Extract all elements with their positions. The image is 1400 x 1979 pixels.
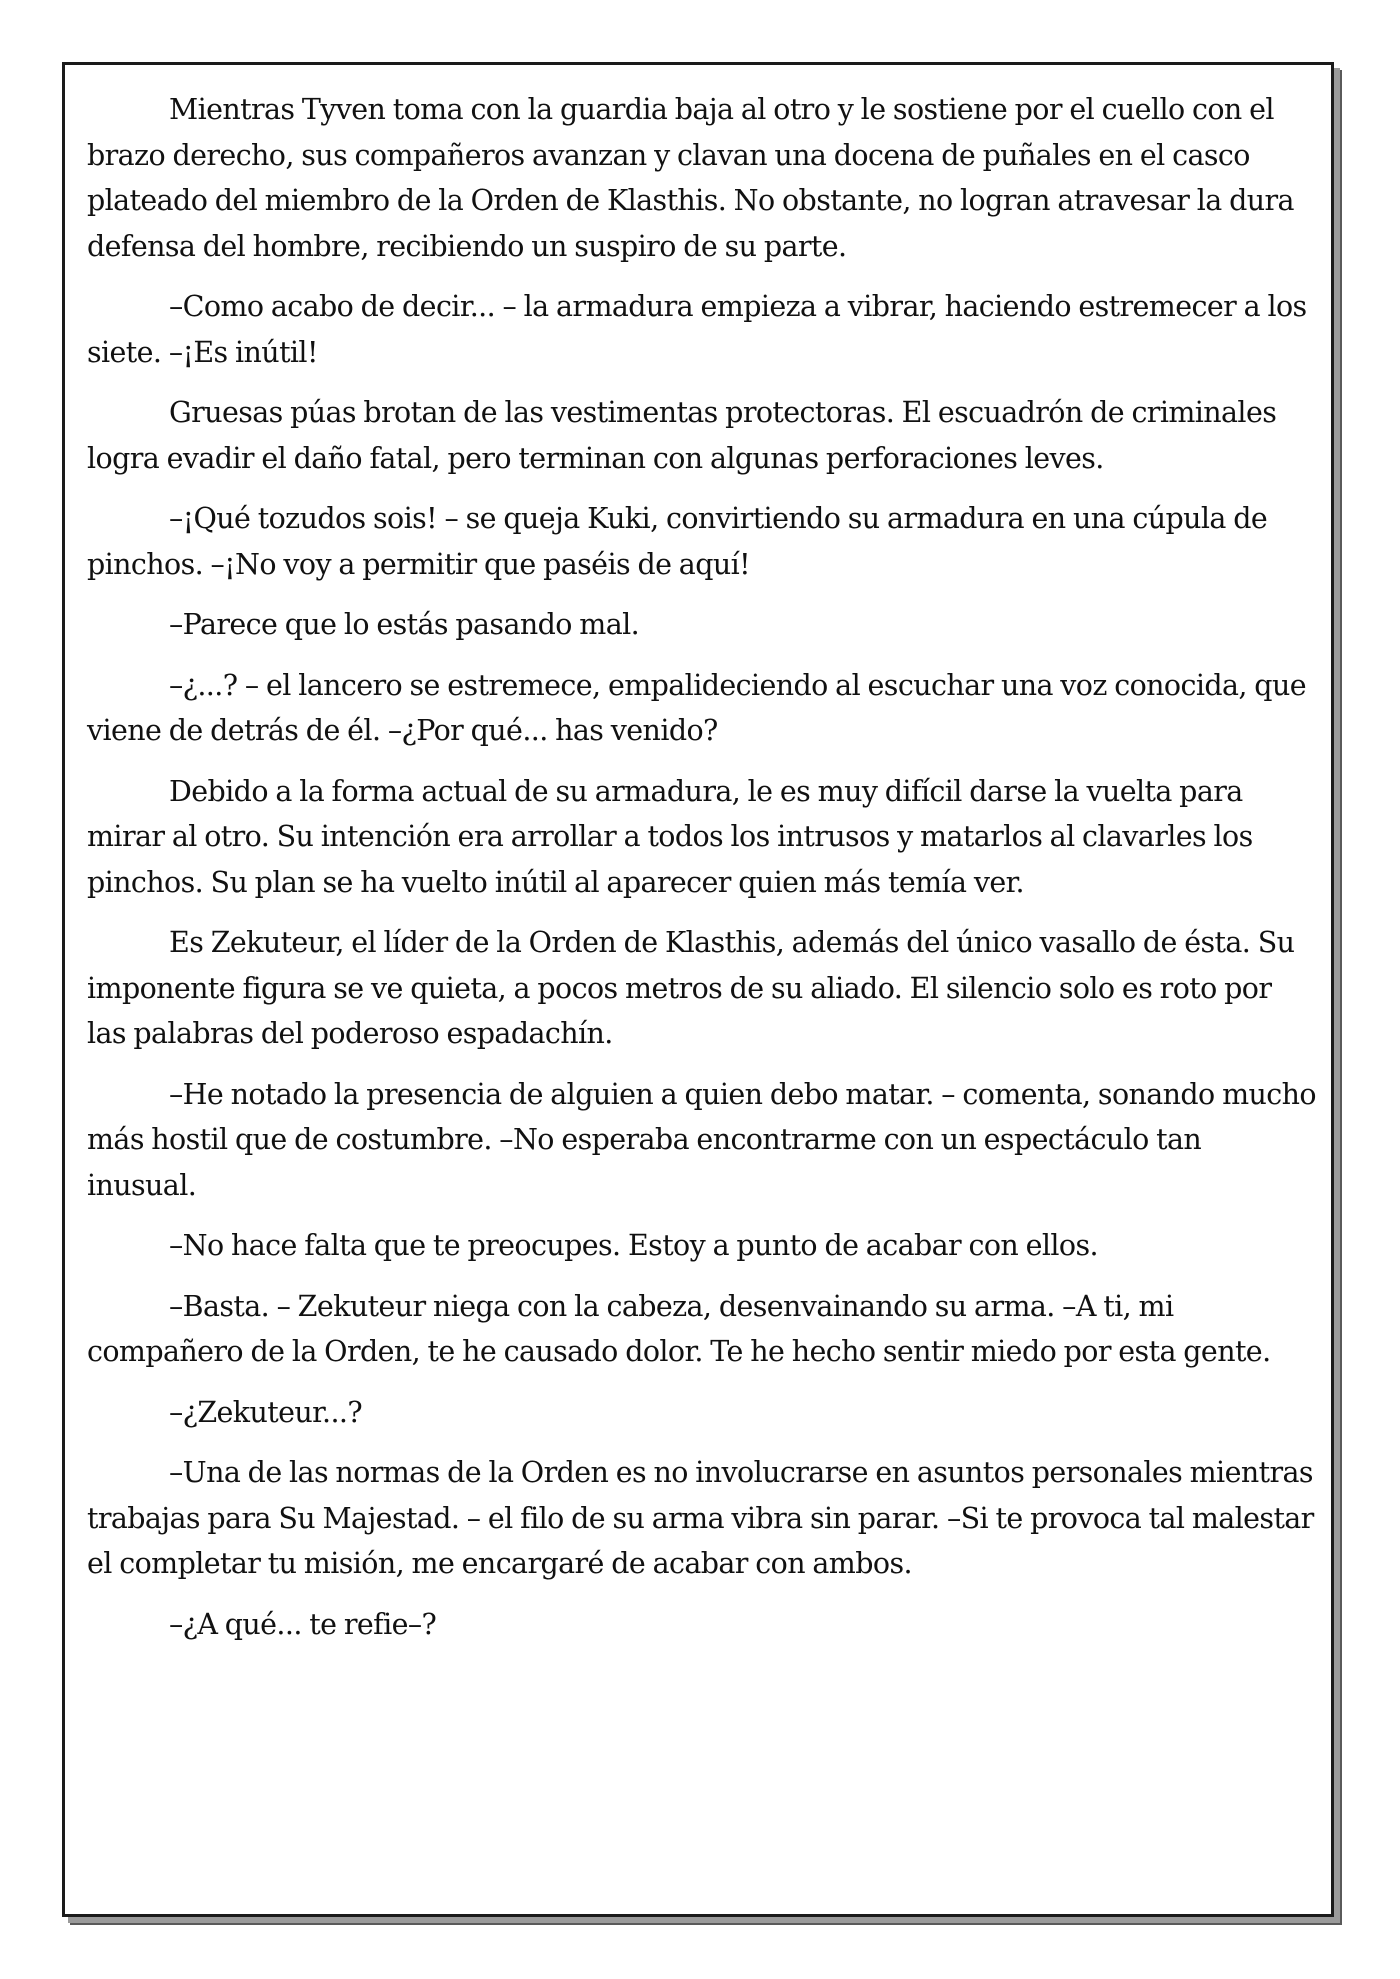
paragraph-1: Mientras Tyven toma con la guardia baja al otro y le sostiene por el cuello con el brazo derecho, sus compañeros avanzan y clavan una docena de puñales en el casco plateado del miembro de la Orden de Klasthis. No obstante, no logran atravesar la dura defensa del hombre, recibiendo un suspiro de su parte. [87,93,1294,263]
paragraph-9: –He notado la presencia de alguien a quien debo matar. – comenta, sonando mucho más hostil que de costumbre. –No esperaba encontrarme con un espectáculo tan inusual. [87,1077,1316,1202]
paragraph-7: Debido a la forma actual de su armadura, le es muy difícil darse la vuelta para mirar al otro. Su intención era arrollar a todos los intrusos y matarlos al clavarles los pinchos. Su plan se ha vuelto inútil al aparecer quien más temía ver. [87,774,1253,899]
paragraph-10: –No hace falta que te preocupes. Estoy a punto de acabar con ellos. [169,1229,1098,1262]
paragraph-13: –Una de las normas de la Orden es no involucrarse en asuntos personales mientras trabajas para Su Majestad. – el filo de su arma vibra sin parar. –Si te provoca tal malestar el completar tu misión, me encargaré de acabar con ambos. [87,1456,1314,1580]
paragraph-2: –Como acabo de decir... – la armadura empieza a vibrar, haciendo estremecer a los siete. –¡Es inútil! [87,290,1307,369]
page-frame [62,62,1334,1917]
paragraph-12: –¿Zekuteur...? [169,1395,363,1429]
paragraph-11: –Basta. – Zekuteur niega con la cabeza, desenvainando su arma. –A ti, mi compañero de la Orden, te he causado dolor. Te he hecho sentir miedo por esta gente. [87,1289,1271,1368]
paragraph-6: –¿...? – el lancero se estremece, empalideciendo al escuchar una voz conocida, que viene de detrás de él. –¿Por qué... has venido? [87,668,1306,747]
paragraph-3: Gruesas púas brotan de las vestimentas protectoras. El escuadrón de criminales logra evadir el daño fatal, pero terminan con algunas perforaciones leves. [87,396,1277,475]
paragraph-4: –¡Qué tozudos sois! – se queja Kuki, convirtiendo su armadura en una cúpula de pinchos. –¡No voy a permitir que paséis de aquí! [87,502,1268,581]
paragraph-5: –Parece que lo estás pasando mal. [169,608,640,641]
paragraph-8: Es Zekuteur, el líder de la Orden de Klasthis, además del único vasallo de ésta. Su imponente figura se ve quieta, a pocos metros de su aliado. El silencio solo es roto por las palabras del poderoso espadachín. [87,926,1295,1050]
text-body [87,87,1317,1662]
paragraph-14: –¿A qué... te refie–? [169,1607,437,1641]
